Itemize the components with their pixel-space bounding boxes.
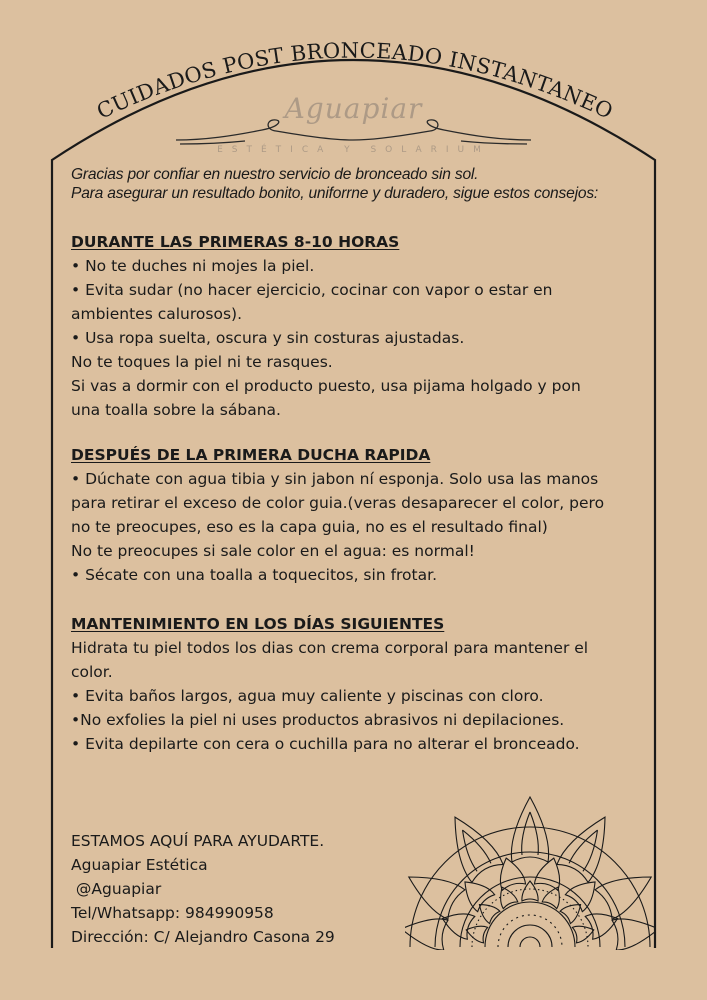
intro-text [71,165,651,203]
section-line: no te preocupes, eso es la capa guia, no es el resultado final) [71,518,548,536]
section-title: DURANTE LAS PRIMERAS 8-10 HORAS [71,233,400,251]
section-first-hours [71,230,651,422]
contact-line: @Aguapiar [71,880,162,898]
section-line: ambientes calurosos). [71,305,242,323]
section-line: No te toques la piel ni te rasques. [71,353,333,371]
section-line: Si vas a dormir con el producto puesto, usa pijama holgado y pon [71,377,581,395]
mandala-icon [405,795,655,950]
contact-line: Tel/Whatsapp: 984990958 [71,904,274,922]
contact-line: Dirección: C/ Alejandro Casona 29 [71,928,335,946]
intro-line: Para asegurar un resultado bonito, uniforrne y duradero, sigue estos consejos: [71,185,599,202]
contact-block [71,829,391,949]
section-first-shower [71,443,651,587]
section-line: • Evita depilarte con cera o cuchilla para no alterar el bronceado. [71,735,580,753]
section-line: No te preocupes si sale color en el agua: es normal! [71,542,475,560]
intro-line: Gracias por confiar en nuestro servicio de bronceado sin sol. [71,166,479,183]
section-line: una toalla sobre la sábana. [71,401,281,419]
section-line: color. [71,663,113,681]
section-line: Hidrata tu piel todos los dias con crema corporal para mantener el [71,639,589,657]
section-line: • Evita baños largos, agua muy caliente y piscinas con cloro. [71,687,544,705]
logo-subtitle: ESTÉTICA Y SOLARIUM [217,145,490,155]
section-title: MANTENIMIENTO EN LOS DÍAS SIGUIENTES [71,615,445,633]
contact-line: ESTAMOS AQUÍ PARA AYUDARTE. [71,832,325,850]
section-maintenance [71,612,651,756]
section-title: DESPUÉS DE LA PRIMERA DUCHA RAPIDA [71,446,431,464]
section-line: • Evita sudar (no hacer ejercicio, cocinar con vapor o estar en [71,281,553,299]
logo-name: Aguapiar [284,92,423,125]
section-line: para retirar el exceso de color guia.(veras desaparecer el color, pero [71,494,605,512]
section-line: • No te duches ni mojes la piel. [71,257,315,275]
contact-line: Aguapiar Estética [71,856,208,874]
section-line: • Usa ropa suelta, oscura y sin costuras ajustadas. [71,329,465,347]
page-title: CUIDADOS POST BRONCEADO INSTANTANEO [93,38,617,124]
section-line: • Sécate con una toalla a toquecitos, sin frotar. [71,566,437,584]
section-line: • Dúchate con agua tibia y sin jabon ní esponja. Solo usa las manos [71,470,599,488]
section-line: •No exfolies la piel ni uses productos abrasivos ni depilaciones. [71,711,565,729]
